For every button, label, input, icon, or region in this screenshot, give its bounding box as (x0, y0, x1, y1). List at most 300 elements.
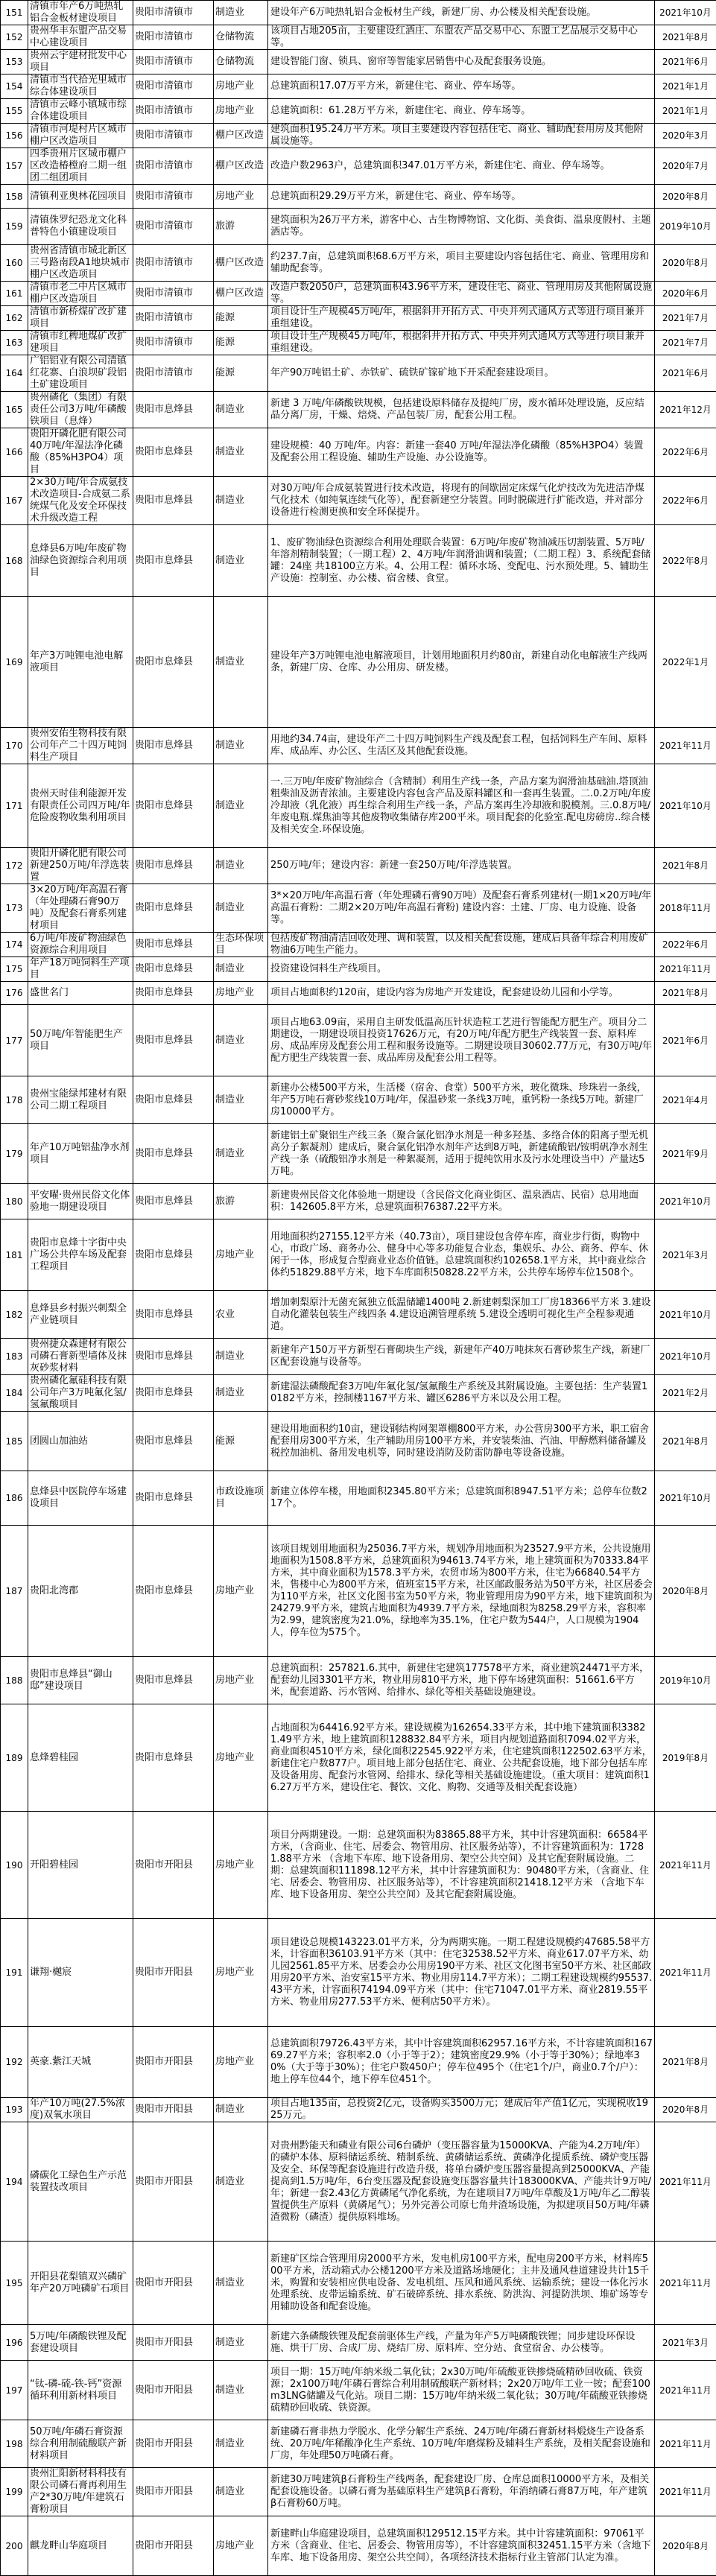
row-number: 155 (1, 99, 28, 124)
table-row (1, 477, 716, 525)
project-date: 2021年11月 (655, 2122, 716, 2242)
project-industry: 制造业 (214, 1339, 268, 1375)
row-number: 198 (1, 2420, 28, 2468)
project-industry: 制造业 (214, 2098, 268, 2122)
table-row (1, 957, 716, 982)
project-industry: 制造业 (214, 392, 268, 428)
row-number: 180 (1, 1184, 28, 1219)
project-content: 建筑面积为26万平方米，游客中心、古生物博物馆、文化街、美食街、温泉度假村、主题酒店等。 (268, 209, 655, 245)
project-date: 2021年11月 (655, 2420, 716, 2468)
project-content: 总建筑面积17.07万平方米，新建住宅、商业、停车场等。 (268, 74, 655, 99)
project-date: 2021年3月 (655, 2325, 716, 2361)
project-content: 该项目规划用地面积为25036.7平方米，规划净用地面积为23527.9平方米，公共设施用地面积为1508.8平方米，总建筑面积为94613.74平方米，地上建筑面积为70333.84平方米，其中商业面积为1578.3平方米，农贸市场为800平方米，住宅为66840.54平方米，售楼中心为800平方米，值班室15平方米，社区邮政服务站为50平方米，社区居委会为110平方米，社区文化图书室为50平方米，物业管理用房为90平方米，地下建筑面积为24279.9平方米，建筑占地面积为4939.7平方米，绿地面积为8258.29平方米，容积率为2.99，建筑密度为21.0%，绿地率为35.1%，住宅户数为544户，人口规模为1904人，停车位为575个。 (268, 1526, 655, 1657)
table-row (1, 2516, 716, 2576)
row-number: 176 (1, 982, 28, 1005)
row-number: 168 (1, 525, 28, 597)
project-location: 贵阳市息烽县 (133, 728, 214, 764)
project-date: 2021年9月 (655, 1124, 716, 1184)
table-row (1, 1, 716, 25)
project-location: 贵阳市息烽县 (133, 525, 214, 597)
project-location: 贵阳市息烽县 (133, 848, 214, 884)
row-number: 163 (1, 331, 28, 355)
project-industry: 制造业 (214, 2242, 268, 2325)
project-industry: 房地产业 (214, 99, 268, 124)
row-number: 159 (1, 209, 28, 245)
project-industry: 旅游 (214, 1184, 268, 1219)
project-date: 2021年7月 (655, 331, 716, 355)
project-date: 2021年1月 (655, 99, 716, 124)
project-name: 50万吨/年磷石膏资源综合利用制硫酸联产新材料项目 (28, 2420, 133, 2468)
project-location: 贵阳市清镇市 (133, 282, 214, 306)
project-industry: 房地产业 (214, 1812, 268, 1919)
row-number: 162 (1, 306, 28, 331)
table-row (1, 50, 716, 74)
table-row (1, 245, 716, 282)
row-number: 165 (1, 392, 28, 428)
row-number: 193 (1, 2098, 28, 2122)
project-date: 2021年3月 (655, 1219, 716, 1291)
table-row (1, 25, 716, 50)
table-row (1, 2242, 716, 2325)
project-content: 建设规模：40 万吨/年。内容：新建一套40 万吨/年湿法净化磷酸（85%H3PO4）装置及配套公用工程设施、辅助生产设施、办公设施等。 (268, 428, 655, 477)
project-content: 新建办公楼500平方米，生活楼（宿舍、食堂）500平方米，玻化微珠、珍珠岩一条线，年产5万吨石膏砂浆线10万吨/年，保温砂浆一条线3万吨，重钙粉一条线5万吨。新建厂房10000平方。 (268, 1076, 655, 1124)
project-content: 新建畔山华庭建设项目，总建筑面积129512.15平方米。其中计容建筑面积：97061平方米（含商业、住宅、居委会、物管用房等），不计容建筑面积32451.15平方米（含地下车库、地下设备用房、架空公共空间），各项经济技术指标行业主管部门认定为准。 (268, 2516, 655, 2576)
project-industry: 房地产业 (214, 1919, 268, 2027)
project-location: 贵阳市息烽县 (133, 428, 214, 477)
project-industry: 能源 (214, 306, 268, 331)
project-industry: 制造业 (214, 884, 268, 933)
project-date: 2020年3月 (655, 124, 716, 148)
project-name: 贵阳开磷化肥有限公司40万吨/年湿法净化磷酸（85%H3PO4）项目 (28, 428, 133, 477)
table-row (1, 1412, 716, 1471)
project-industry: 仓储物流 (214, 50, 268, 74)
project-industry: 市政设施项目 (214, 1471, 268, 1526)
project-name: 开阳碧桂园 (28, 1812, 133, 1919)
project-content: 占地面积为64416.92平方米。建设规模为162654.33平方米，其中地下建筑面积33821.49平方米，地上建筑面积128832.84平方米，项目内规划道路面积7094.02平方米，商业面积4510平方米，绿化面积22545.922平方米，住宅建筑面积122502.63平方米，新建住宅户数877户。项目地上部分包括住宅、商业、公共配套设施，地下部分包括车库及设备用房、配套污水管网、给排水、绿化等相关基础设施建设。（重大项目：建筑面积16.27万平方米，建设住宅、餐饮、文化、购物、交通等及相关配套设施） (268, 1704, 655, 1812)
project-location: 贵阳市开阳县 (133, 2516, 214, 2576)
project-content: 包括废矿物油清洁回收处理、调和装置，以及相关配套设施，建成后具备年综合利用废矿物油6万吨生产能力。 (268, 933, 655, 957)
row-number: 196 (1, 2325, 28, 2361)
project-name: “钛-磷-硫-铁-钙”资源循环利用新材料项目 (28, 2361, 133, 2420)
project-industry: 房地产业 (214, 1219, 268, 1291)
project-date: 2021年8月 (655, 1412, 716, 1471)
project-location: 贵阳市开阳县 (133, 2325, 214, 2361)
project-date: 2020年8月 (655, 245, 716, 282)
table-row (1, 1124, 716, 1184)
project-location: 贵阳市开阳县 (133, 2122, 214, 2242)
project-name: 息烽县6万吨/年废矿物油绿色资源综合利用项目 (28, 525, 133, 597)
project-industry: 农业 (214, 1291, 268, 1339)
row-number: 191 (1, 1919, 28, 2027)
project-industry: 制造业 (214, 1005, 268, 1076)
project-name: 四季贵州片区城市棚户区改造椿樘府二期一组团二组团项目 (28, 148, 133, 185)
project-location: 贵阳市清镇市 (133, 245, 214, 282)
project-name: 贵州华丰东盟产品交易中心建设项目 (28, 25, 133, 50)
project-name: 麒龙畔山华庭项目 (28, 2516, 133, 2576)
table-row (1, 1471, 716, 1526)
project-location: 贵阳市清镇市 (133, 185, 214, 209)
table-row (1, 764, 716, 848)
project-date: 2021年12月 (655, 392, 716, 428)
project-location: 贵阳市息烽县 (133, 1704, 214, 1812)
project-date: 2021年10月 (655, 1339, 716, 1375)
project-content: 1、废矿物油绿色资源综合利用处理联合装置：6万吨/年废矿物油减压切割装置、5万吨/年溶剂精制装置；（一期工程）2、4万吨/年润滑油调和装置；（二期工程）3、系统配套储罐：24座 共18100立方米。4、公用工程：循环水场、变配电、污水预处理。5、辅助生产设施：控制室、办公楼、宿舍楼、食堂。 (268, 525, 655, 597)
table-row (1, 1375, 716, 1412)
table-row (1, 148, 716, 185)
row-number: 164 (1, 355, 28, 392)
project-name: 贵阳北湾郡 (28, 1526, 133, 1657)
project-content: 年产90万吨铝土矿、赤铁矿、硫铁矿镓矿地下开采配套建设项目。 (268, 355, 655, 392)
project-industry: 仓储物流 (214, 25, 268, 50)
project-industry: 房地产业 (214, 185, 268, 209)
row-number: 187 (1, 1526, 28, 1657)
project-date: 2021年10月 (655, 1184, 716, 1219)
project-location: 贵阳市息烽县 (133, 1124, 214, 1184)
project-content: 项目占地面积约120亩，建设内容为房地产开发建设，配套建设幼儿园和小学等。 (268, 982, 655, 1005)
project-name: 贵州省清镇市城北新区三号路南段A1地块城市棚户区改造项目 (28, 245, 133, 282)
project-location: 贵阳市开阳县 (133, 1919, 214, 2027)
table-row (1, 848, 716, 884)
project-industry: 棚户区改造 (214, 282, 268, 306)
project-industry: 房地产业 (214, 74, 268, 99)
row-number: 167 (1, 477, 28, 525)
table-row (1, 2361, 716, 2420)
project-name: 谦翔·樾宸 (28, 1919, 133, 2027)
project-content: 新建矿区综合管理用房2000平方米，发电机房100平方米，配电房200平方米，材料库500平方米，活动箱式办公楼1200平方米及道路场地硬化；主井及通风巷道建设共计15千米，购置和安装相应供电设备、发电机组、压风和通风系统、运输系统；建设一体化污水处理系统、皮带运输系统、矿石破碎系统、排水系统、防洪沟、河提防洪坝、堆矿场等专用辅助设备和配套设施。 (268, 2242, 655, 2325)
row-number: 151 (1, 1, 28, 25)
row-number: 181 (1, 1219, 28, 1291)
project-date: 2021年8月 (655, 25, 716, 50)
project-content: 新建年产150万平方新型石膏砌块生产线，新建年产40万吨抹灰石膏砂浆生产线，新建厂区配套设施与设备等。 (268, 1339, 655, 1375)
project-industry: 制造业 (214, 2468, 268, 2516)
project-location: 贵阳市息烽县 (133, 884, 214, 933)
project-industry: 制造业 (214, 2420, 268, 2468)
row-number: 190 (1, 1812, 28, 1919)
project-name: 贵州宝能绿邦建材有限公司二期工程项目 (28, 1076, 133, 1124)
project-name: 平安曜·贵州民俗文化体验地一期建设项目 (28, 1184, 133, 1219)
project-location: 贵阳市息烽县 (133, 1005, 214, 1076)
project-industry: 制造业 (214, 848, 268, 884)
project-location: 贵阳市清镇市 (133, 355, 214, 392)
project-content: 对30万吨/年合成氨装置进行技术改造，将现有的间歇固定床煤气化炉技改为先进洁净煤气化技术（如纯氧连续气化等），配套新建空分装置。同时脱碳进行扩能改造，并对部分设备进行检测更换和安全环保提升。 (268, 477, 655, 525)
project-industry: 棚户区改造 (214, 245, 268, 282)
project-name: 50万吨/年智能肥生产项目 (28, 1005, 133, 1076)
row-number: 156 (1, 124, 28, 148)
project-location: 贵阳市息烽县 (133, 1471, 214, 1526)
table-row (1, 355, 716, 392)
project-location: 贵阳市息烽县 (133, 1375, 214, 1412)
project-industry: 制造业 (214, 728, 268, 764)
table-row (1, 74, 716, 99)
row-number: 189 (1, 1704, 28, 1812)
project-name: 广铝铝业有限公司清镇红花寨、白浪坝矿段铝土矿建设项目 (28, 355, 133, 392)
project-content: 投资建设饲料生产线项目。 (268, 957, 655, 982)
table-row (1, 1919, 716, 2027)
project-content: 项目设计生产规模45万吨/年，根据斜井开拓方式、中央并列式通风方式等进行项目兼并重组建设。 (268, 306, 655, 331)
table-row (1, 1657, 716, 1704)
project-content: 总建筑面积：61.28万平方米，新建住宅、商业、停车场等。 (268, 99, 655, 124)
table-row (1, 2420, 716, 2468)
row-number: 186 (1, 1471, 28, 1526)
project-content: 对贵州黔能天和磷业有限公司6台磷炉（变压器容量为15000KVA、产能为4.2万吨/年）的磷炉本体、原料储运系统、精制系统、黄磷储运系统、黄磷净化提质系统、磷炉变压器及安全、环保等配套设施进行改造升级，将单台磷炉变压器容量提高到25000KVA、产能提高到1.5万吨/年，6台变压器及配套设施变压器容量共计183000KVA、产能共计9万吨/年；新建一套2.43亿方黄磷尾气净化系统，为在建项目7万吨/年草酸及1万吨/年乙二醇装置提供生产原料（黄磷尾气）；另外完善公司原七角井渣场设施，为拟建项目50万吨/年磷渣微粉（磷渣）提供原料堆场。 (268, 2122, 655, 2242)
project-location: 贵阳市清镇市 (133, 99, 214, 124)
table-row (1, 2027, 716, 2098)
project-date: 2020年7月 (655, 148, 716, 185)
table-row (1, 392, 716, 428)
project-location: 贵阳市息烽县 (133, 1184, 214, 1219)
project-date: 2021年11月 (655, 1919, 716, 2027)
project-content: 项目建设总规模143223.01平方米，分为两期实施。一期工程建设规模约47685.58平方米，计容面积36103.91平方米（其中：住宅32538.52平方米、商业617.07平方米、幼儿园2561.85平方米、居委会办公用房190平方米、社区文化图书室50平方米、社区邮政用房20平方米、治安室15平方米、物业用房114.7平方米）；二期工程建设规模约95537.43平方米，计容面积74194.09平方米（其中：住宅71047.01平方米、商业2819.55平方米、物业用房277.53平方米、便利店50平方米）。 (268, 1919, 655, 2027)
project-content: 建筑面积195.24万平方米。项目主要建设内容包括住宅、商业、辅助配套用房及其他附属设施等。 (268, 124, 655, 148)
project-date: 2019年10月 (655, 209, 716, 245)
project-industry: 制造业 (214, 957, 268, 982)
project-location: 贵阳市息烽县 (133, 1076, 214, 1124)
project-date: 2021年8月 (655, 2027, 716, 2098)
project-date: 2022年6月 (655, 477, 716, 525)
table-row (1, 2122, 716, 2242)
table-row (1, 1076, 716, 1124)
project-date: 2021年11月 (655, 2242, 716, 2325)
project-date: 2021年10月 (655, 1291, 716, 1339)
row-number: 157 (1, 148, 28, 185)
project-content: 项目占地135亩，总投资2亿元，设备购买3500万元；建成后年产值1亿元，实现税收1925万元。 (268, 2098, 655, 2122)
project-location: 贵阳市清镇市 (133, 25, 214, 50)
project-date: 2021年11月 (655, 2361, 716, 2420)
project-industry: 制造业 (214, 2361, 268, 2420)
project-content: 新建30万吨建筑β石膏粉生产线两条，配套建设厂房、仓库总面积10000平方米，及相关配套设施设备。以磷石膏为基础原料生产建筑β石膏粉，年消纳磷石膏87万吨，年产建筑β石膏粉60万吨。 (268, 2468, 655, 2516)
table-row (1, 428, 716, 477)
project-name: 贵州磷化（集团）有限责任公司3万吨/年磷酸铁项目（息烽） (28, 392, 133, 428)
project-location: 贵阳市清镇市 (133, 74, 214, 99)
project-name: 团圆山加油站 (28, 1412, 133, 1471)
project-date: 2021年11月 (655, 2468, 716, 2516)
row-number: 170 (1, 728, 28, 764)
project-industry: 房地产业 (214, 1704, 268, 1812)
project-name: 息烽碧桂园 (28, 1704, 133, 1812)
project-date: 2022年8月 (655, 525, 716, 597)
project-content: 增加刺梨原汁无菌充氮独立低温储罐1400吨 2.新建刺梨深加工厂房18366平方米 3.建设自动化灌装包装生产线四条 4.建设追溯管理系统 5.建设全透明可视化生产全程参观通道。 (268, 1291, 655, 1339)
project-date: 2020年6月 (655, 282, 716, 306)
project-name: 贵州云宇建材批发中心项目 (28, 50, 133, 74)
project-content: 改造户数2963户，总建筑面积347.01万平方米，新建住宅、商业、停车场等。 (268, 148, 655, 185)
table-row (1, 1184, 716, 1219)
project-name: 息烽县中医院停车场建设项目 (28, 1471, 133, 1526)
project-date: 2022年6月 (655, 933, 716, 957)
project-date: 2020年8月 (655, 2098, 716, 2122)
project-name: 年产3万吨锂电池电解液项目 (28, 597, 133, 728)
row-number: 179 (1, 1124, 28, 1184)
project-date: 2021年11月 (655, 957, 716, 982)
row-number: 158 (1, 185, 28, 209)
table-row (1, 124, 716, 148)
table-row (1, 306, 716, 331)
table-row (1, 597, 716, 728)
project-name: 清镇市年产6万吨热轧铝合金板材建设项目 (28, 1, 133, 25)
table-row (1, 1219, 716, 1291)
project-date: 2019年10月 (655, 1657, 716, 1704)
project-industry: 制造业 (214, 2122, 268, 2242)
table-row (1, 282, 716, 306)
project-content: 项目分两期建设。一期：总建筑面积为83865.88平方米，其中计容建筑面积：66584平方米，（含商业、住宅、居委会、物管用房、社区服务站等），不计容建筑面积为：17281.88平方米 （含地下车库、地下设备用房、架空公共空间）及其它配套附属设施。二期：总建筑面积111898.12平方米，其中计容建筑面积为：90480平方米，（含商业、住宅、居委会、物管用房、社区服务站等），不计容建筑面积21418.12平方米 （含地下车库、地下设备用房、架空公共空间）及其它配套附属设施。 (268, 1812, 655, 1919)
project-content: 新建六条磷酸铁锂及配套前驱体生产线，产量为年产5万吨磷酸铁锂；同步建设环保设施、烘干厂房、合成厂房、烧结厂房、原料库、空分站、食堂宿舍、办公楼等。 (268, 2325, 655, 2361)
project-date: 2021年2月 (655, 1375, 716, 1412)
project-location: 贵阳市开阳县 (133, 2027, 214, 2098)
project-industry: 能源 (214, 355, 268, 392)
project-date: 2021年10月 (655, 1, 716, 25)
table-row (1, 884, 716, 933)
project-content: 建设智能门窗、锁具、窗帘等智能家居销售中心及配套服务设施。 (268, 50, 655, 74)
project-content: 总建筑面积29.29万平方米，新建住宅、商业、停车场等。 (268, 185, 655, 209)
project-industry: 棚户区改造 (214, 148, 268, 185)
project-location: 贵阳市开阳县 (133, 2242, 214, 2325)
project-industry: 制造业 (214, 477, 268, 525)
row-number: 166 (1, 428, 28, 477)
project-location: 贵阳市息烽县 (133, 1657, 214, 1704)
project-location: 贵阳市息烽县 (133, 764, 214, 848)
project-content: 新建铝土矿聚铝生产线三条（聚合氯化铝净水剂是一种多羟基、多络合体的阳离子型无机高分子絮凝剂）建成后，聚合氯化铝净水剂年产达到8万吨，新建硫酸铝/铵明矾净水剂生产线一条（硫酸铝净水剂是一种絮凝剂，适用于提纯饮用水及污水处理设当中）产量达5万吨。 (268, 1124, 655, 1184)
project-location: 贵阳市清镇市 (133, 209, 214, 245)
project-date: 2021年11月 (655, 1812, 716, 1919)
row-number: 174 (1, 933, 28, 957)
project-location: 贵阳市息烽县 (133, 1219, 214, 1291)
row-number: 200 (1, 2516, 28, 2576)
table-row (1, 982, 716, 1005)
project-content: 用地约34.74亩，建设年产二十四万吨饲料生产线及配套工程，包括饲料生产车间、原料库、成品库、办公区、生活区及其他配套设施。 (268, 728, 655, 764)
project-content: 250万吨/年；建设内容：新建一套250万吨/年浮选装置。 (268, 848, 655, 884)
project-location: 贵阳市息烽县 (133, 477, 214, 525)
project-location: 贵阳市清镇市 (133, 124, 214, 148)
row-number: 177 (1, 1005, 28, 1076)
project-content: 新建 3 万吨/年磷酸铁规模，包括建设原料储存及提纯厂房，废水循环处理设施，反应结晶分离厂房，干燥、焙烧、产品包装厂房，配套公用工程。 (268, 392, 655, 428)
project-location: 贵阳市清镇市 (133, 306, 214, 331)
project-industry: 制造业 (214, 764, 268, 848)
table-row (1, 1339, 716, 1375)
table-row (1, 185, 716, 209)
project-name: 贵州安佑生物科技有限公司年产二十四万吨饲料生产项目 (28, 728, 133, 764)
project-location: 贵阳市息烽县 (133, 392, 214, 428)
project-content: 新建立体停车楼，用地面积2345.80平方米；总建筑面积8947.51平方米；总停车位数217个。 (268, 1471, 655, 1526)
row-number: 184 (1, 1375, 28, 1412)
row-number: 197 (1, 2361, 28, 2420)
project-name: 5万吨/年磷酸铁锂及配套建设项目 (28, 2325, 133, 2361)
table-row (1, 1291, 716, 1339)
project-location: 贵阳市息烽县 (133, 1526, 214, 1657)
project-location: 贵阳市开阳县 (133, 2361, 214, 2420)
project-name: 清镇市河堤村片区城市棚户区改造项目 (28, 124, 133, 148)
table-row (1, 209, 716, 245)
project-date: 2020年8月 (655, 185, 716, 209)
project-location: 贵阳市息烽县 (133, 1412, 214, 1471)
project-location: 贵阳市息烽县 (133, 1339, 214, 1375)
project-date: 2021年6月 (655, 355, 716, 392)
row-number: 175 (1, 957, 28, 982)
project-content: 建设年产6万吨热轧铝合金板材生产线，新建厂房、办公楼及相关配套设施。 (268, 1, 655, 25)
project-content: 项目一期：15万吨/年纳米级二氧化钛；2x30万吨/年硫酸亚铁掺烧硫精砂回收硫、铁资源；2x100万吨/年磷石膏综合利用制硫酸联产新材料；2x20万吨/年工业一铵；配套100m3LNG储罐及气化站。项目二期：15万吨/年纳米级二氧化钛；30万吨/年硫酸亚铁掺烧硫精砂回收硫、铁资源。 (268, 2361, 655, 2420)
row-number: 153 (1, 50, 28, 74)
project-location: 贵阳市息烽县 (133, 933, 214, 957)
project-content: 改造户数2050户，总建筑面积43.96平方米，建设住宅、商业、管理用房及其他附属设施等。 (268, 282, 655, 306)
project-date: 2020年8月 (655, 1526, 716, 1657)
project-location: 贵阳市息烽县 (133, 597, 214, 728)
project-content: 项目占地63.09亩，采用自主研发低温高压针状造粒工艺进行智能配方肥生产。项目分二期建设，一期建设项目投资17626万元，有20万吨/年配方肥生产线装置一套、原料库房、成品库房及配套公用工程和服务设施等。二期建设项目30602.77万元，有30万吨/年配方肥生产线装置一套、成品库房及配套公用工程等。 (268, 1005, 655, 1076)
project-date: 2021年7月 (655, 306, 716, 331)
project-date: 2021年8月 (655, 982, 716, 1005)
project-date: 2021年6月 (655, 1005, 716, 1076)
project-industry: 房地产业 (214, 1526, 268, 1657)
project-content: 该项目占地205亩，主要建设红酒庄、东盟农产品交易中心、东盟工艺品展示交易中心等。 (268, 25, 655, 50)
project-name: 清镇市云峰小镇城市综合体建设项目 (28, 99, 133, 124)
table-row (1, 2098, 716, 2122)
project-content: 总建筑面积79726.43平方米，其中计容建筑面积62957.16平方米，不计容建筑面积16769.27平方米；容积率2.0（小于等于2）；建筑密度29.9%（小于等于30%）；绿地率30%（大于等于30%）；住宅户数450户；停车位495个（住宅1个/户，商业0.7个/户）：地上停车位44个，地下停车位451个。 (268, 2027, 655, 2098)
project-content: 用地面积约27155.12平方米（40.73亩），项目建设包含停车库，商业步行街，购物中心，市政广场、商务办公、健身中心等多功能复合业态，集娱乐、办公、商务、停车、休闲于一体，形成复合型商业业态价值链。总建筑面积约102658.1平方米，其中商业综合体约51829.88平方米，地下车库面积50828.22平方米，公共停车场停车位1508个。 (268, 1219, 655, 1291)
project-date: 2021年4月 (655, 1076, 716, 1124)
row-number: 178 (1, 1076, 28, 1124)
project-name: 开阳县花梨镇双兴磷矿年产20万吨磷矿石项目 (28, 2242, 133, 2325)
table-row (1, 99, 716, 124)
table-row (1, 1812, 716, 1919)
project-industry: 能源 (214, 331, 268, 355)
project-content: 新建湿法磷酸配套3万吨/年氟化氢/氢氟酸生产系统及其附属设施。主要包括：生产装置10182平方米，控制楼1167平方米、罐区6286平方米以及公用工程。 (268, 1375, 655, 1412)
project-date: 2020年8月 (655, 2516, 716, 2576)
row-number: 194 (1, 2122, 28, 2242)
project-date: 2018年11月 (655, 884, 716, 933)
row-number: 192 (1, 2027, 28, 2098)
project-name: 清镇侏罗纪恐龙文化科普特色小镇建设项目 (28, 209, 133, 245)
project-date: 2021年8月 (655, 848, 716, 884)
project-name: 清镇市当代拾光里城市综合体建设项目 (28, 74, 133, 99)
project-name: 贵阳开磷化肥有限公司新建250万吨/年浮选装置 (28, 848, 133, 884)
row-number: 188 (1, 1657, 28, 1704)
project-industry: 旅游 (214, 209, 268, 245)
project-location: 贵阳市清镇市 (133, 50, 214, 74)
table-row (1, 2325, 716, 2361)
row-number: 172 (1, 848, 28, 884)
row-number: 182 (1, 1291, 28, 1339)
table-row (1, 2468, 716, 2516)
row-number: 199 (1, 2468, 28, 2516)
project-table-body (1, 1, 716, 2576)
project-content: 一.三万吨/年废矿物油综合（含精制）利用生产线一条，产品方案为润滑油基础油.塔顶油粗柴油及沥青浓油。主要建设内容包含产品及原料罐区和一套再生装置。二.0.2万吨/年废冷却液（乳化液）再生综合利用生产线一条，产品方案再生冷却液和脱模剂。三.0.8万吨/年废电瓶.煤焦油等其他废物收集储存库200平米。项目配套的化验室.配电房磅房..综合楼及相关安全.环保设施。 (268, 764, 655, 848)
project-date: 2021年10月 (655, 764, 716, 848)
project-industry: 制造业 (214, 2325, 268, 2361)
project-name: 贵阳市息烽十字街中央广场公共停车场及配套工程项目 (28, 1219, 133, 1291)
project-location: 贵阳市清镇市 (133, 148, 214, 185)
project-industry: 制造业 (214, 1076, 268, 1124)
project-industry: 棚户区改造 (214, 124, 268, 148)
project-date: 2021年10月 (655, 1471, 716, 1526)
project-content: 新建贵州民俗文化体验地一期建设（含民俗文化商业街区、温泉酒店、民宿）总用地面积：142605.8平方米，总建筑面积76387.22平方米。 (268, 1184, 655, 1219)
row-number: 183 (1, 1339, 28, 1375)
project-location: 贵阳市息烽县 (133, 982, 214, 1005)
project-location: 贵阳市开阳县 (133, 1812, 214, 1919)
table-row (1, 331, 716, 355)
project-name: 年产10万吨(27.5%浓度)双氧水项目 (28, 2098, 133, 2122)
project-industry: 制造业 (214, 1124, 268, 1184)
table-row (1, 1704, 716, 1812)
project-industry: 能源 (214, 1412, 268, 1471)
project-content: 新建磷石膏非热力学脱水、化学分解生产系统、24万吨/年磷石膏新材料煅烧生产设备系统、20万吨/年稀酸净化生产系统、10万吨/年磨煤粉及辅料生产系统，及相关配套设施和厂房，年处理50万吨磷石膏。 (268, 2420, 655, 2468)
project-location: 贵阳市息烽县 (133, 1291, 214, 1339)
project-name: 英豪.紫江天城 (28, 2027, 133, 2098)
project-content: 3*×20万吨/年高温石膏（年处理磷石膏90万吨）及配套石膏系列建材(一期1×20万吨/年高温石膏粉：二期2×20万吨/年高温石膏粉) 建设内容：土建、厂房、电力设施、设备等。 (268, 884, 655, 933)
project-name: 贵州捷众森建材有限公司磷石膏新型墙体及抹灰砂浆材料 (28, 1339, 133, 1375)
project-location: 贵阳市开阳县 (133, 2468, 214, 2516)
row-number: 161 (1, 282, 28, 306)
project-date: 2022年6月 (655, 428, 716, 477)
project-location: 贵阳市清镇市 (133, 1, 214, 25)
project-name: 贵州磷化氟硅科技有限公司年产3万吨氟化氢/氢氟酸项目 (28, 1375, 133, 1412)
project-date: 2021年1月 (655, 74, 716, 99)
